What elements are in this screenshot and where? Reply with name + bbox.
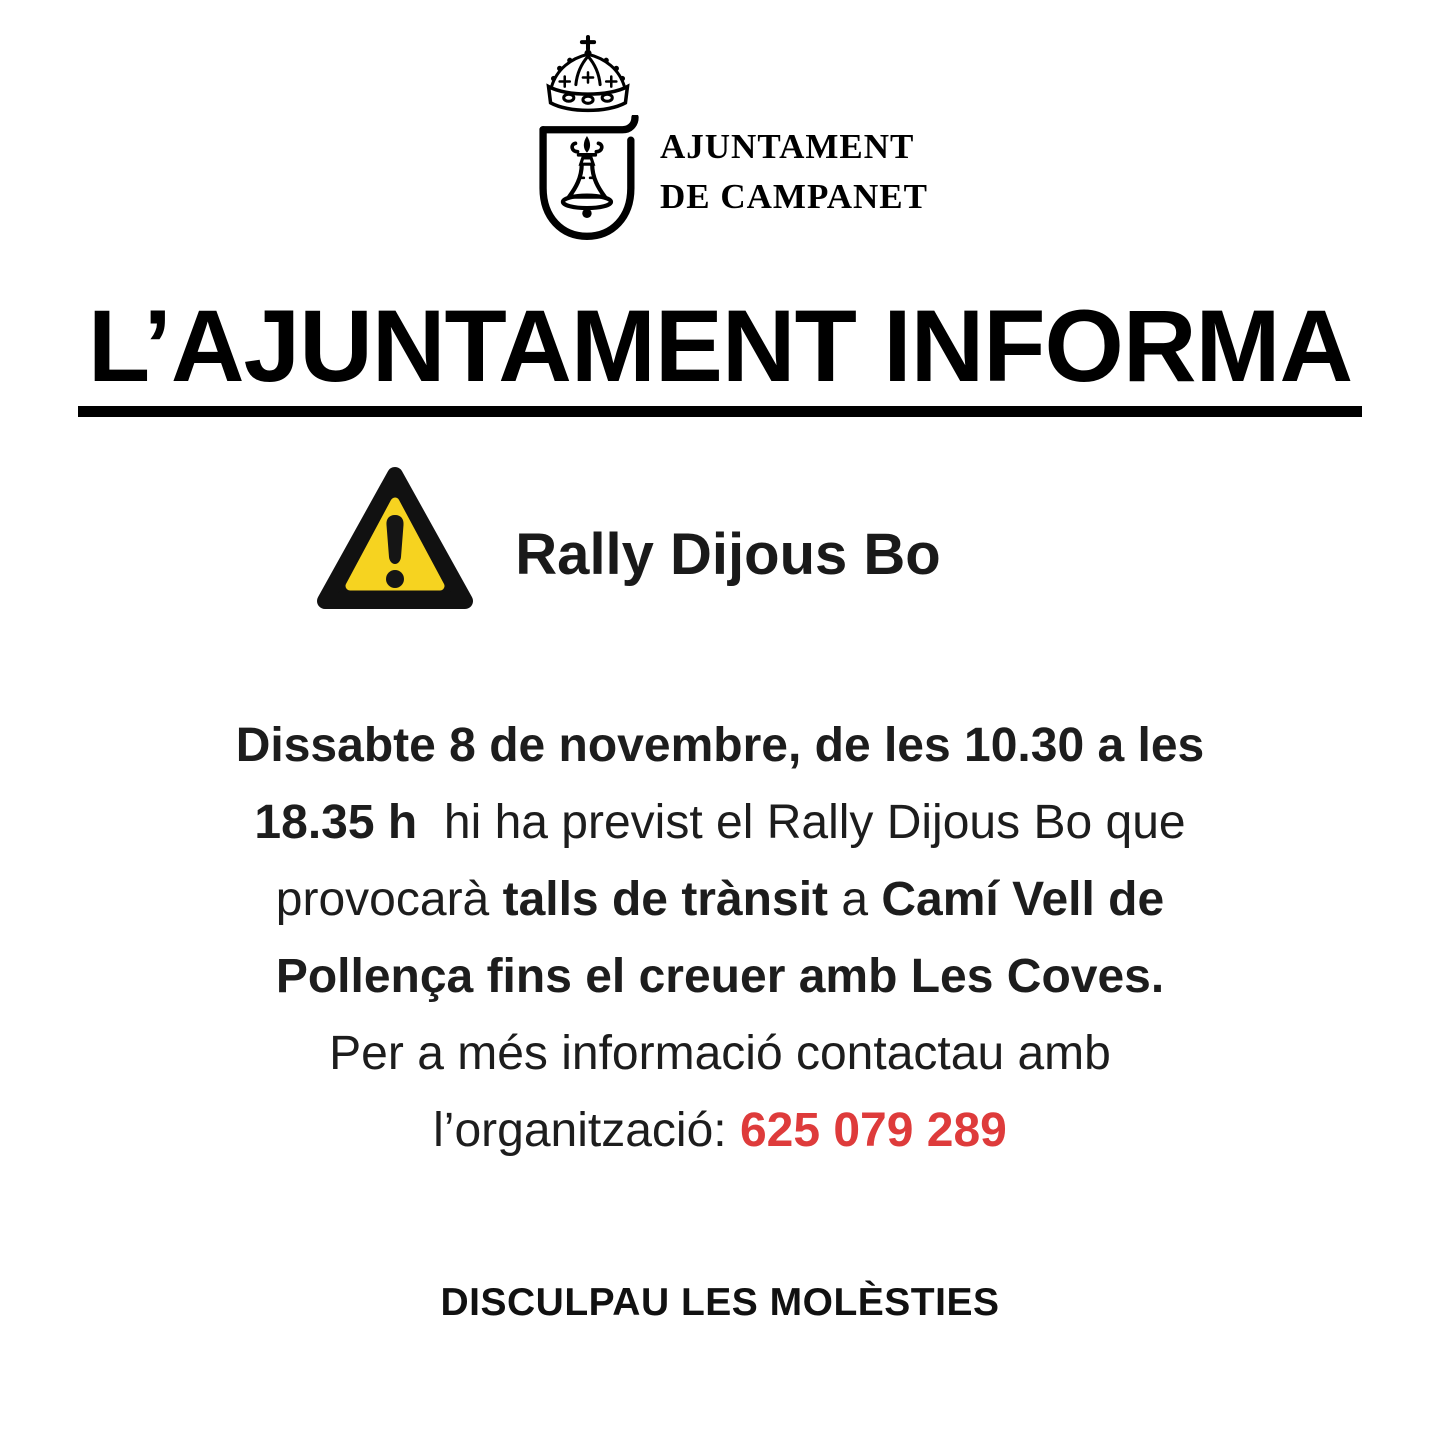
body-line — [0, 1092, 1440, 1169]
body-segment: Pollença fins el creuer amb Les Coves. — [275, 950, 1165, 1003]
alert-row — [0, 465, 1348, 615]
warning-triangle-icon — [315, 465, 475, 615]
body-segment: provocarà — [275, 873, 503, 926]
alert-title: Rally Dijous Bo — [515, 522, 941, 587]
municipality-logo — [0, 34, 1440, 249]
body-segment: talls de trànsit — [502, 873, 829, 926]
bell-shield-icon — [518, 115, 658, 249]
body-line — [0, 1015, 1440, 1092]
body-line — [0, 938, 1440, 1015]
body-segment: Dissabte 8 de novembre, de les 10.30 a les — [235, 719, 1205, 772]
footer-note: DISCULPAU LES MOLÈSTIES — [440, 1281, 1000, 1324]
body-segment: Per a més informació contactau amb — [329, 1027, 1111, 1080]
crown-icon — [522, 34, 654, 121]
phone-number: 625 079 289 — [739, 1104, 1007, 1157]
body-segment: a — [828, 873, 882, 926]
logo-name-line1: AJUNTAMENT — [660, 127, 915, 166]
exclamation-dot — [386, 570, 404, 588]
emblem — [512, 34, 664, 249]
exclamation-mark — [387, 515, 404, 564]
body-line — [0, 784, 1440, 861]
body-segment: 18.35 h — [254, 796, 418, 849]
page-title — [0, 289, 1440, 417]
page-title-text: L’AJUNTAMENT INFORMA — [78, 295, 1362, 417]
logo-name-line2: DE CAMPANET — [660, 177, 928, 216]
body-segment: l’organització: — [433, 1104, 740, 1157]
body-text — [0, 707, 1440, 1169]
body-line — [0, 861, 1440, 938]
body-segment: hi ha previst el Rally Dijous Bo que — [417, 796, 1186, 849]
body-line — [0, 707, 1440, 784]
body-segment: Camí Vell de — [881, 873, 1165, 926]
logo-text — [660, 122, 928, 249]
